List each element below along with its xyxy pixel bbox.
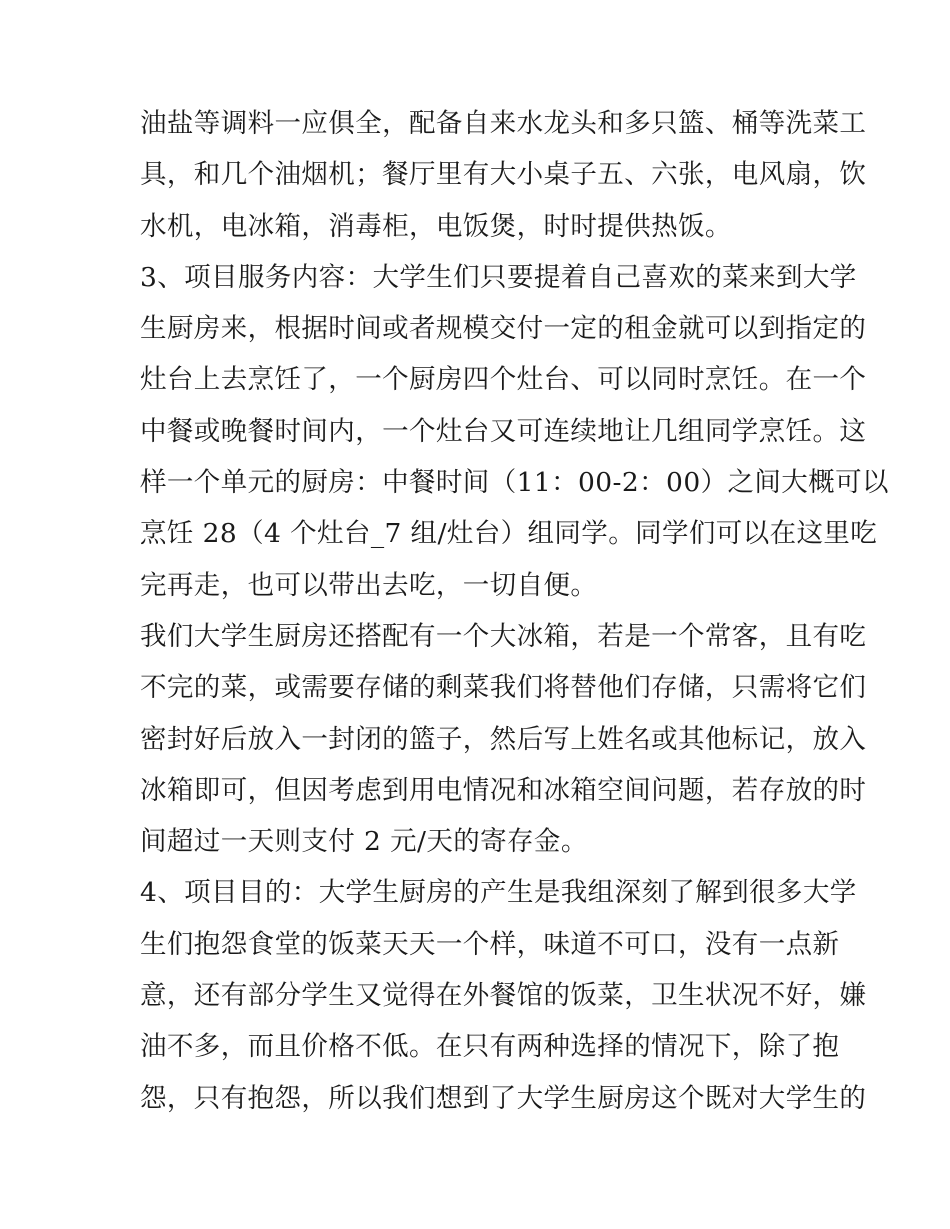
text-line: 我们大学生厨房还搭配有一个大冰箱，若是一个常客，且有吃 [140, 620, 867, 652]
text-line: 间超过一天则支付 2 元/天的寄存金。 [140, 826, 588, 858]
text-line: 密封好后放入一封闭的篮子，然后写上姓名或其他标记，放入 [140, 723, 867, 755]
text-line: 生们抱怨食堂的饭菜天天一个样，味道不可口，没有一点新 [140, 928, 840, 960]
text-line: 意，还有部分学生又觉得在外餐馆的饭菜，卫生状况不好，嫌 [140, 980, 867, 1012]
text-line: 灶台上去烹饪了，一个厨房四个灶台、可以同时烹饪。在一个 [140, 364, 867, 396]
text-line: 冰箱即可，但因考虑到用电情况和冰箱空间问题，若存放的时 [140, 774, 867, 806]
text-line: 样一个单元的厨房：中餐时间（11：00-2：00）之间大概可以 [140, 467, 889, 499]
text-line: 不完的菜，或需要存储的剩菜我们将替他们存储，只需将它们 [140, 672, 867, 704]
text-line: 烹饪 28（4 个灶台_7 组/灶台）组同学。同学们可以在这里吃 [140, 518, 878, 550]
text-line: 3、项目服务内容：大学生们只要提着自己喜欢的菜来到大学 [140, 261, 857, 293]
text-line: 4、项目目的：大学生厨房的产生是我组深刻了解到很多大学 [140, 877, 857, 909]
text-line: 油盐等调料一应俱全，配备自来水龙头和多只篮、桶等洗菜工 [140, 108, 867, 139]
text-line: 中餐或晚餐时间内，一个灶台又可连续地让几组同学烹饪。这 [140, 415, 867, 447]
text-line: 完再走，也可以带出去吃，一切自便。 [140, 569, 598, 601]
text-line: 怨，只有抱怨，所以我们想到了大学生厨房这个既对大学生的 [140, 1082, 867, 1114]
text-line: 生厨房来，根据时间或者规模交付一定的租金就可以到指定的 [140, 313, 867, 345]
document-body [140, 98, 889, 1124]
text-line: 油不多，而且价格不低。在只有两种选择的情况下，除了抱 [140, 1031, 840, 1063]
text-line: 水机，电冰箱，消毒柜，电饭煲，时时提供热饭。 [140, 210, 732, 242]
text-line: 具，和几个油烟机；餐厅里有大小桌子五、六张，电风扇，饮 [140, 159, 867, 191]
